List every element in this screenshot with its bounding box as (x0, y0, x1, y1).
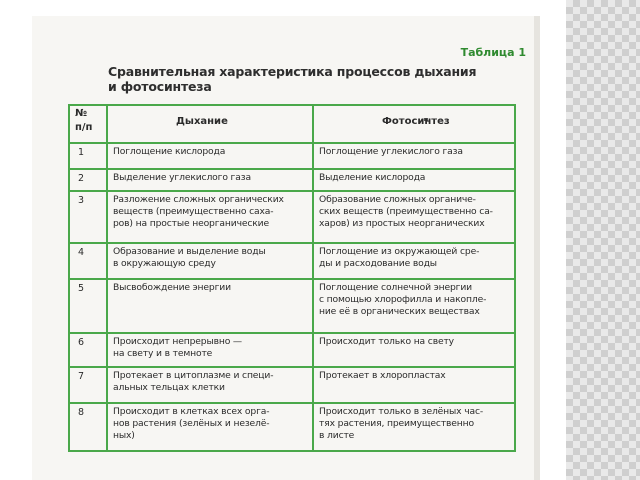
header-respiration: Дыхание (176, 116, 228, 127)
table-row-divider (68, 278, 516, 280)
header-photosynthesis: Фотосинтез (382, 116, 450, 127)
respiration-cell (113, 406, 269, 442)
header-number (75, 107, 92, 135)
scan-edge (534, 16, 540, 480)
cell-text-line: Поглощение солнечной энергии (319, 282, 472, 293)
comparison-table (68, 104, 516, 450)
cell-text-line: Протекает в хлоропластах (319, 370, 446, 381)
title-line: и фотосинтеза (108, 79, 212, 94)
cell-text-line: с помощью хлорофилла и накопле- (319, 294, 487, 305)
cell-text-line: ров) на простые неорганические (113, 218, 269, 229)
cell-text-line: Протекает в цитоплазме и специ- (113, 370, 274, 381)
cell-text-line: Поглощение из окружающей сре- (319, 246, 480, 257)
row-number: 6 (78, 337, 85, 348)
row-number: 8 (78, 407, 85, 418)
respiration-cell (113, 146, 225, 158)
cell-text-line: на свету и в темноте (113, 348, 213, 359)
cell-text-line: Выделение углекислого газа (113, 172, 251, 183)
decorative-pattern (566, 0, 640, 480)
table-row-divider (68, 142, 516, 144)
cell-text-line: Выделение кислорода (319, 172, 426, 183)
row-number: 5 (78, 283, 85, 294)
photosynthesis-cell (319, 336, 454, 348)
cell-text-line: ных) (113, 430, 135, 441)
photosynthesis-cell (319, 246, 479, 270)
title-line: Сравнительная характеристика процессов дыхания (108, 64, 477, 79)
table-row-divider (68, 402, 516, 404)
row-number: 3 (78, 195, 85, 206)
cell-text-line: Происходит непрерывно — (113, 336, 242, 347)
cell-text-line: ды и расходование воды (319, 258, 437, 269)
cell-text-line: в листе (319, 430, 355, 441)
photosynthesis-cell (319, 370, 446, 382)
cell-text-line: Высвобождение энергии (113, 282, 231, 293)
cell-text-line: Происходит только на свету (319, 336, 454, 347)
cell-text-line: Происходит только в зелёных час- (319, 406, 484, 417)
table-number-label: Таблица 1 (460, 46, 526, 59)
cell-text-line: Поглощение углекислого газа (319, 146, 463, 157)
table-row-divider (68, 242, 516, 244)
cell-text-line: Поглощение кислорода (113, 146, 226, 157)
cell-text-line: Разложение сложных органических (113, 194, 284, 205)
respiration-cell (113, 282, 231, 294)
respiration-cell (113, 172, 251, 184)
table-row-divider (68, 168, 516, 170)
cell-text-line: в окружающую среду (113, 258, 216, 269)
table-column-divider (514, 104, 516, 450)
cell-text-line: ских веществ (преимущественно са- (319, 206, 493, 217)
cell-text-line: веществ (преимущественно саха- (113, 206, 274, 217)
table-row-divider (68, 450, 516, 452)
cell-text-line: ние её в органических веществах (319, 306, 480, 317)
cell-text-line: Образование сложных органиче- (319, 194, 476, 205)
row-number: 4 (78, 247, 85, 258)
photosynthesis-cell (319, 406, 483, 442)
header-number-abbr: п/п (75, 122, 93, 133)
photosynthesis-cell (319, 194, 493, 230)
table-column-divider (68, 104, 70, 450)
cell-text-line: харов) из простых неорганических (319, 218, 485, 229)
photosynthesis-cell (319, 146, 463, 158)
table-column-divider (106, 104, 108, 450)
cell-text-line: нов растения (зелёных и незелё- (113, 418, 270, 429)
table-column-divider (312, 104, 314, 450)
row-number: 1 (78, 147, 85, 158)
cell-text-line: тях растения, преимущественно (319, 418, 474, 429)
cell-text-line: Происходит в клетках всех орга- (113, 406, 270, 417)
respiration-cell (113, 194, 284, 230)
row-number: 7 (78, 371, 85, 382)
respiration-cell (113, 336, 242, 360)
cell-text-line: альных тельцах клетки (113, 382, 225, 393)
cell-text-line: Образование и выделение воды (113, 246, 266, 257)
table-row-divider (68, 332, 516, 334)
table-row-divider (68, 104, 516, 106)
page-title (108, 64, 476, 94)
table-row-divider (68, 190, 516, 192)
table-row-divider (68, 366, 516, 368)
photosynthesis-cell (319, 172, 425, 184)
header-number-symbol: № (75, 108, 88, 119)
row-number: 2 (78, 173, 85, 184)
respiration-cell (113, 370, 273, 394)
respiration-cell (113, 246, 266, 270)
photosynthesis-cell (319, 282, 486, 318)
